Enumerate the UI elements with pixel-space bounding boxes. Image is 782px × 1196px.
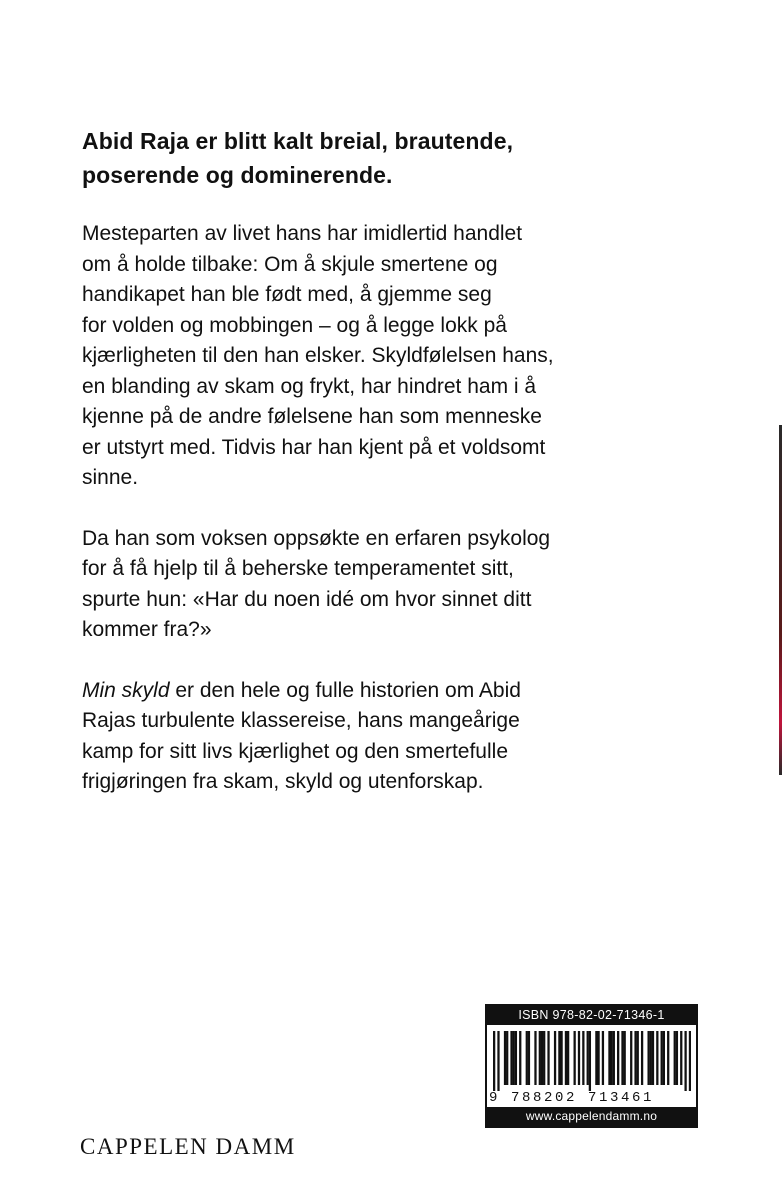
barcode-icon xyxy=(493,1031,691,1091)
barcode-stripe xyxy=(663,1031,665,1085)
barcode-stripe xyxy=(624,1031,626,1085)
barcode-stripe xyxy=(539,1031,541,1085)
paragraph-3 xyxy=(82,676,562,798)
barcode-stripe xyxy=(661,1031,663,1085)
barcode-stripe xyxy=(543,1031,545,1085)
barcode-stripe xyxy=(526,1031,528,1085)
barcode-stripe xyxy=(667,1031,669,1085)
headline: Abid Raja er blitt kalt breial, brautende, poserende og dominerende. xyxy=(82,128,514,188)
barcode-stripe xyxy=(515,1031,517,1085)
barcode-stripe xyxy=(602,1031,604,1085)
barcode-stripe xyxy=(578,1031,580,1085)
barcode-stripe xyxy=(674,1031,676,1085)
barcode-stripe xyxy=(547,1031,549,1085)
barcode-stripe xyxy=(595,1031,597,1085)
barcode-stripe xyxy=(534,1031,536,1085)
barcode-stripe xyxy=(589,1031,591,1091)
barcode-stripe xyxy=(650,1031,652,1085)
publisher-logo: CAPPELEN DAMM xyxy=(80,1134,296,1159)
paragraph-1: Mesteparten av livet hans har imidlertid handlet om å holde tilbake: Om å skjule smertene og handikapet han ble født med, å gjemme seg for volden og mobbingen – og å legge lokk på kjærligheten til den han elsker. Skyldfølelsen hans, en blanding av skam og frykt, har hindret ham i å kjenne på de andre følelsene han som menneske er utstyrt med. Tidvis har han kjent på et voldsomt sinne. xyxy=(82,222,554,489)
barcode-stripe xyxy=(647,1031,649,1085)
barcode-stripe xyxy=(497,1031,499,1091)
barcode-digits: 9 788202 713461 xyxy=(489,1090,655,1106)
barcode-stripe xyxy=(608,1031,610,1085)
barcode-stripe xyxy=(621,1031,623,1085)
barcode-stripe xyxy=(558,1031,560,1085)
barcode-stripe xyxy=(637,1031,639,1085)
barcode-stripe xyxy=(634,1031,636,1085)
barcode-stripe xyxy=(597,1031,599,1085)
barcode-stripe xyxy=(493,1031,495,1091)
barcode-stripe xyxy=(541,1031,543,1085)
barcode-stripe xyxy=(510,1031,512,1085)
barcode-stripe xyxy=(587,1031,589,1085)
barcode-stripe xyxy=(504,1031,506,1085)
barcode-box xyxy=(485,1004,698,1128)
barcode-stripe xyxy=(554,1031,556,1085)
barcode-stripe xyxy=(506,1031,508,1085)
barcode-stripe xyxy=(513,1031,515,1085)
paragraph-3-body: er den hele og fulle historien om Abid Rajas turbulente klassereise, hans mangeårige kamp for sitt livs kjærlighet og den smertefulle frigjøringen fra skam, skyld og utenforskap. xyxy=(82,678,521,793)
barcode-stripe xyxy=(582,1031,584,1085)
barcode-stripe xyxy=(652,1031,654,1085)
barcode-stripe xyxy=(610,1031,612,1085)
book-title: Min skyld xyxy=(82,678,170,702)
paragraph-2: Da han som voksen oppsøkte en erfaren psykolog for å få hjelp til å beherske temperamentet sitt, spurte hun: «Har du noen idé om hvor sinnet ditt kommer fra?» xyxy=(82,526,551,641)
barcode-stripe xyxy=(565,1031,567,1085)
barcode-stripe xyxy=(519,1031,521,1085)
barcode-stripe xyxy=(574,1031,576,1085)
barcode-stripe xyxy=(689,1031,691,1091)
barcode-stripe xyxy=(656,1031,658,1085)
website-url: www.cappelendamm.no xyxy=(487,1107,696,1126)
isbn-label: ISBN 978-82-02-71346-1 xyxy=(487,1006,696,1025)
barcode-stripe xyxy=(680,1031,682,1085)
barcode-stripe xyxy=(528,1031,530,1085)
barcode-stripe xyxy=(613,1031,615,1085)
barcode-stripe xyxy=(630,1031,632,1085)
barcode-stripe xyxy=(684,1031,686,1091)
back-cover-text xyxy=(82,124,562,798)
barcode-stripe xyxy=(617,1031,619,1085)
barcode-stripe xyxy=(641,1031,643,1085)
barcode-stripe xyxy=(567,1031,569,1085)
barcode-stripe xyxy=(560,1031,562,1085)
barcode-stripe xyxy=(676,1031,678,1085)
